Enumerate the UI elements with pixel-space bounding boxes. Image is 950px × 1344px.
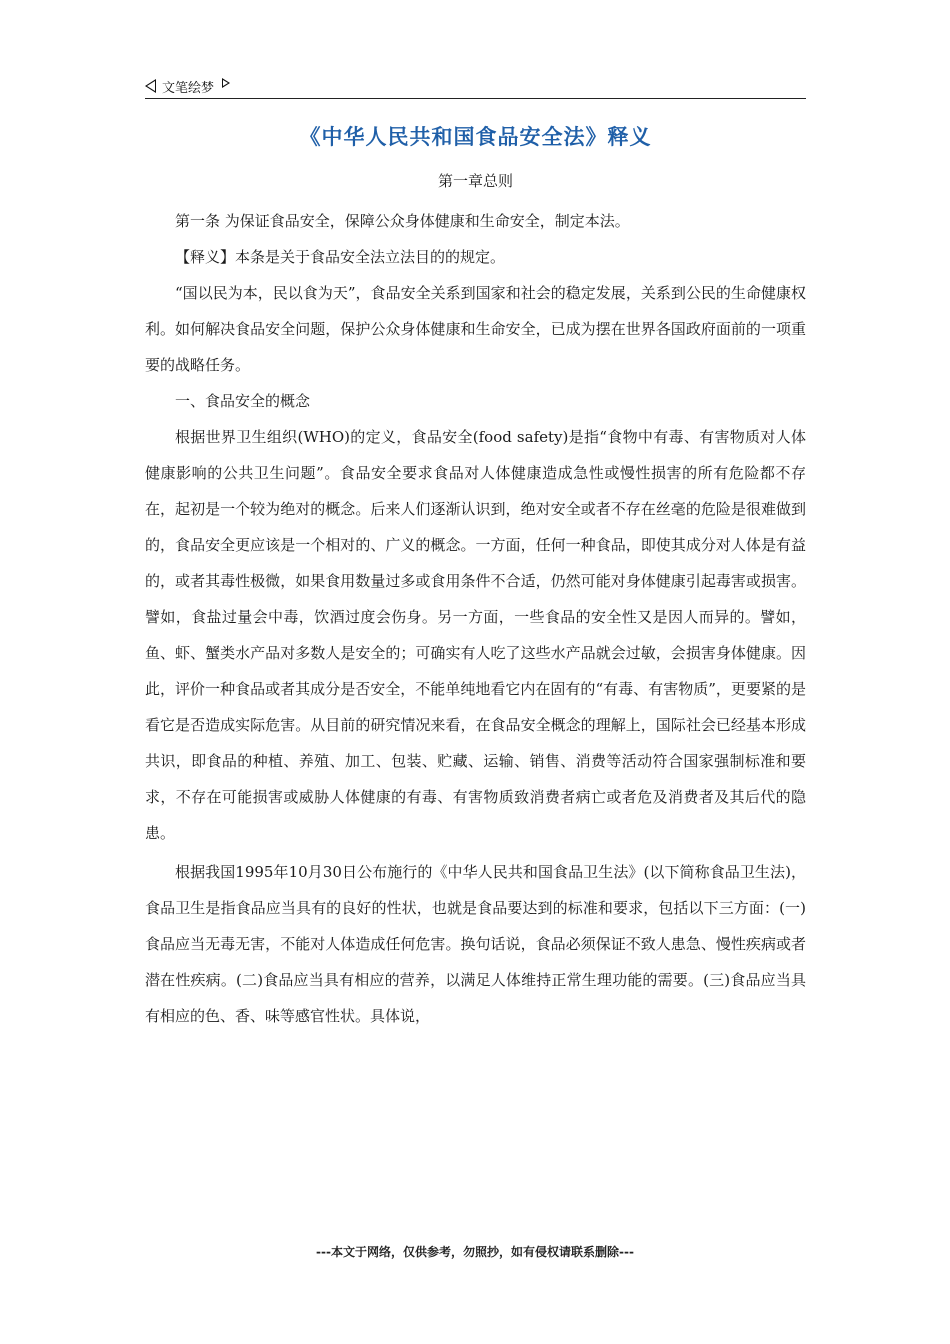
page-header [145,74,806,99]
paragraph-who-definition: 根据世界卫生组织(WHO)的定义，食品安全(food safety)是指“食物中有毒、有害物质对人体健康影响的公共卫生问题”。食品安全要求食品对人体健康造成急性或慢性损害的所有危险都不存在，起初是一个较为绝对的概念。后来人们逐渐认识到，绝对安全或者不存在丝毫的危险是很难做到的，食品安全更应该是一个相对的、广义的概念。一方面，任何一种食品，即使其成分对人体是有益的，或者其毒性极微，如果食用数量过多或食用条件不合适，仍然可能对身体健康引起毒害或损害。譬如，食盐过量会中毒，饮酒过度会伤身。另一方面，一些食品的安全性又是因人而异的。譬如，鱼、虾、蟹类水产品对多数人是安全的；可确实有人吃了这些水产品就会过敏，会损害身体健康。因此，评价一种食品或者其成分是否安全，不能单纯地看它内在固有的“有毒、有害物质”，更要紧的是看它是否造成实际危害。从目前的研究情况来看，在食品安全概念的理解上，国际社会已经基本形成共识，即食品的种植、养殖、加工、包装、贮藏、运输、销售、消费等活动符合国家强制标准和要求，不存在可能损害或威胁人体健康的有毒、有害物质致消费者病亡或者危及消费者及其后代的隐患。 [145,428,806,842]
paragraph-food-hygiene-law: 根据我国1995年10月30日公布施行的《中华人民共和国食品卫生法》(以下简称食品卫生法)，食品卫生是指食品应当具有的良好的性状，也就是食品要达到的标准和要求，包括以下三方面：(一)食品应当无毒无害，不能对人体造成任何危害。换句话说，食品必须保证不致人患急、慢性疾病或者潜在性疾病。(二)食品应当具有相应的营养，以满足人体维持正常生理功能的需要。(三)食品应当具有相应的色、香、味等感官性状。具体说， [145,863,806,1025]
paragraph-interpretation: 【释义】本条是关于食品安全法立法目的的规定。 [175,248,506,266]
footer-notice: ---本文于网络，仅供参考，勿照抄，如有侵权请联系删除--- [316,1245,634,1259]
paragraph-intro: “国以民为本，民以食为天”，食品安全关系到国家和社会的稳定发展，关系到公民的生命健康权利。如何解决食品安全问题，保护公众身体健康和生命安全，已成为摆在世界各国政府面前的一项重要的战略任务。 [145,284,806,374]
document-body [145,203,806,1034]
right-triangle-icon [222,78,230,88]
document-title: 《中华人民共和国食品安全法》释义 [299,124,652,149]
section-heading: 一、食品安全的概念 [175,392,311,410]
brand-label: 文笔绘梦 [162,80,215,96]
paragraph-article-1: 第一条 为保证食品安全，保障公众身体健康和生命安全，制定本法。 [175,212,630,230]
chapter-heading: 第一章总则 [437,172,513,190]
left-triangle-icon [145,79,156,93]
